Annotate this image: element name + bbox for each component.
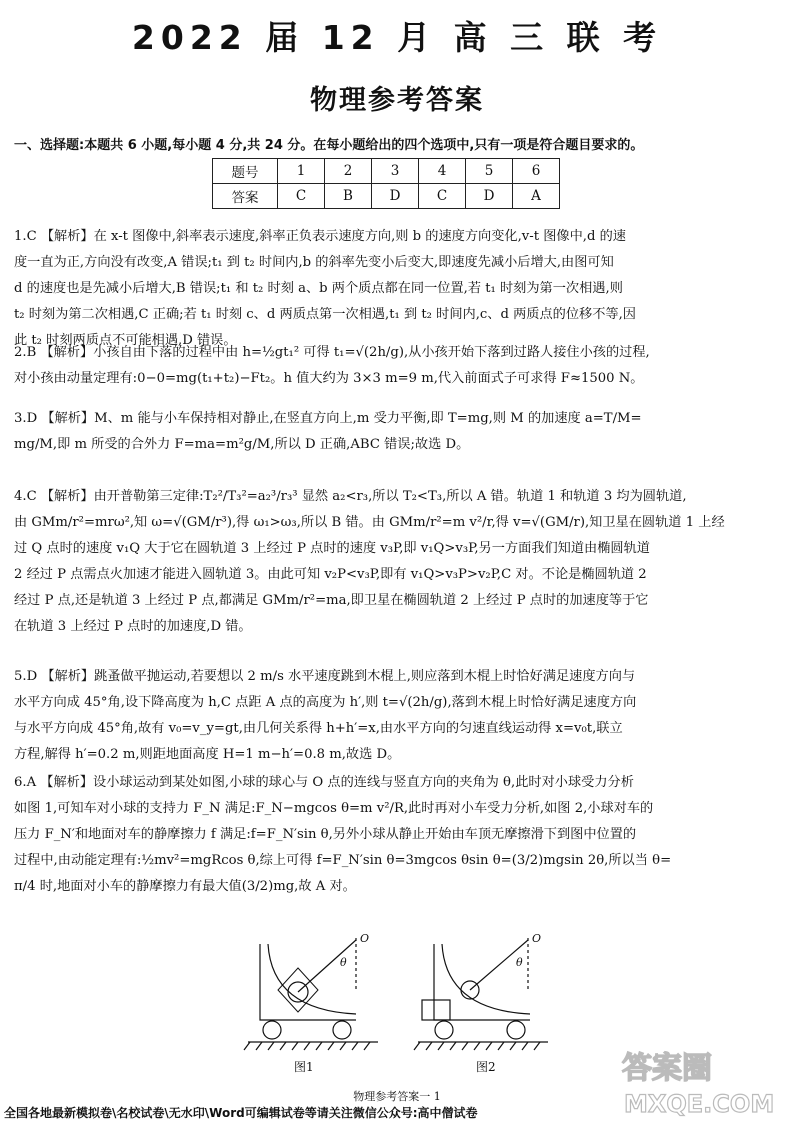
solution-line: 2.B 【解析】小孩自由下落的过程中由 h=½gt₁² 可得 t₁=√(2h/g),从小孩开始下落到过路人接住小孩的过程,: [14, 345, 650, 360]
section-heading: 一、选择题:本题共 6 小题,每小题 4 分,共 24 分。在每小题给出的四个选项中,只有一项是符合题目要求的。: [14, 138, 644, 153]
curved-track: [442, 944, 530, 1014]
ground-hatch: [414, 1042, 540, 1050]
logo-url: MXQE.COM: [624, 1090, 775, 1118]
answer-table-cell: 2: [325, 159, 372, 184]
watermark-logo: [612, 1040, 782, 1120]
answer-table-number-row: [213, 159, 560, 184]
angle-label: θ: [516, 956, 523, 969]
question-1-solution: [14, 224, 778, 354]
question-2-solution: [14, 340, 778, 392]
figure-2-caption: 图2: [476, 1060, 496, 1074]
solution-line: 由 GMm/r²=mrω²,知 ω=√(GM/r³),得 ω₁>ω₃,所以 B 错。由 GMm/r²=m v²/r,得 v=√(GM/r),知卫星在圆轨道 1 上经: [14, 515, 725, 530]
answer-table-cell: 4: [419, 159, 466, 184]
answer-table-cell: B: [325, 184, 372, 209]
solution-line: 3.D 【解析】M、m 能与小车保持相对静止,在竖直方向上,m 受力平衡,即 T=mg,则 M 的加速度 a=T/M=: [14, 411, 642, 426]
solution-line: d 的速度也是先减小后增大,B 错误;t₁ 和 t₂ 时刻 a、b 两个质点都在同一位置,若 t₁ 时刻为第一次相遇,则: [14, 281, 623, 296]
solution-line: 过 Q 点时的速度 v₁Q 大于它在圆轨道 3 上经过 P 点时的速度 v₃P,即 v₁Q>v₃P,另一方面我们知道由椭圆轨道: [14, 541, 650, 556]
solution-line: 方程,解得 h′=0.2 m,则距地面高度 H=1 m−h′=0.8 m,故选 D。: [14, 747, 401, 762]
solution-line: mg/M,即 m 所受的合外力 F=ma=m²g/M,所以 D 正确,ABC 错误;故选 D。: [14, 437, 470, 452]
cart-wheel: [507, 1021, 525, 1039]
question-6-solution: [14, 770, 778, 900]
answer-table-cell: 1: [278, 159, 325, 184]
answer-table-cell: A: [513, 184, 560, 209]
solution-line: 6.A 【解析】设小球运动到某处如图,小球的球心与 O 点的连线与竖直方向的夹角为 θ,此时对小球受力分析: [14, 775, 634, 790]
footer-notice: 全国各地最新模拟卷\名校试卷\无水印\Word可编辑试卷等请关注微信公众号:高中僧试卷: [4, 1106, 478, 1120]
solution-line: 经过 P 点,还是轨道 3 上经过 P 点,都满足 GMm/r²=ma,即卫星在椭圆轨道 2 上经过 P 点时的加速度等于它: [14, 593, 649, 608]
solution-line: t₂ 时刻为第二次相遇,C 正确;若 t₁ 时刻 c、d 两质点第一次相遇,t₁ 到 t₂ 时间内,c、d 两质点的位移不等,因: [14, 307, 636, 322]
answer-table-cell: 6: [513, 159, 560, 184]
cart-wheel: [263, 1021, 281, 1039]
ground-hatch: [244, 1042, 370, 1050]
solution-line: 5.D 【解析】跳蚤做平抛运动,若要想以 2 m/s 水平速度跳到木棍上,则应落到木棍上时恰好满足速度方向与: [14, 669, 636, 684]
answer-table-answer-row: [213, 184, 560, 209]
radius-line: [298, 940, 356, 992]
solution-line: 水平方向成 45°角,设下降高度为 h,C 点距 A 点的高度为 h′,则 t=√(2h/g),落到木棍上时恰好满足速度方向: [14, 695, 637, 710]
answer-table-row-label: 题号: [213, 159, 278, 184]
logo-text: 答案圈: [622, 1051, 712, 1086]
solution-line: π/4 时,地面对小车的静摩擦力有最大值(3/2)mg,故 A 对。: [14, 879, 356, 894]
question-4-solution: [14, 484, 778, 640]
answer-table-cell: D: [372, 184, 419, 209]
answer-table-cell: D: [466, 184, 513, 209]
solution-line: 与水平方向成 45°角,故有 v₀=v_y=gt,由几何关系得 h+h′=x,由水平方向的匀速直线运动得 x=v₀t,联立: [14, 721, 623, 736]
solution-line: 2 经过 P 点需点火加速才能进入圆轨道 3。由此可知 v₂P<v₃P,即有 v₁Q>v₃P>v₂P,C 对。不论是椭圆轨道 2: [14, 567, 647, 582]
question-3-solution: [14, 406, 778, 458]
solution-line: 4.C 【解析】由开普勒第三定律:T₂²/T₃²=a₂³/r₃³ 显然 a₂<r₃,所以 T₂<T₃,所以 A 错。轨道 1 和轨道 3 均为圆轨道,: [14, 489, 687, 504]
figure-1: [244, 938, 378, 1050]
cart-wheel: [333, 1021, 351, 1039]
solution-line: 此 t₂ 时刻两质点不可能相遇,D 错误。: [14, 333, 237, 348]
answer-table: [212, 158, 560, 209]
solution-line: 对小孩由动量定理有:0−0=mg(t₁+t₂)−Ft₂。h 值大约为 3×3 m=9 m,代入前面式子可求得 F≈1500 N。: [14, 371, 644, 386]
figure-2: [414, 938, 548, 1050]
solution-line: 压力 F_N′和地面对车的静摩擦力 f 满足:f=F_N′sin θ,另外小球从静止开始由车顶无摩擦滑下到图中位置的: [14, 827, 637, 842]
solution-line: 在轨道 3 上经过 P 点时的加速度,D 错。: [14, 619, 252, 634]
document-subtitle: 物理参考答案: [310, 85, 484, 116]
point-o-label: O: [360, 932, 370, 945]
answer-table-cell: 3: [372, 159, 419, 184]
page-footer: 物理参考答案一 1: [353, 1090, 441, 1103]
answer-table-cell: 5: [466, 159, 513, 184]
point-o-label: O: [532, 932, 542, 945]
solution-line: 如图 1,可知车对小球的支持力 F_N 满足:F_N−mgcos θ=m v²/R,此时再对小车受力分析,如图 2,小球对车的: [14, 801, 654, 816]
physics-figures: [238, 930, 558, 1060]
document-title: 2022 届 12 月 高 三 联 考: [131, 18, 663, 57]
answer-table-cell: C: [419, 184, 466, 209]
solution-line: 过程中,由动能定理有:½mv²=mgRcos θ,综上可得 f=F_N′sin θ=3mgcos θsin θ=(3/2)mgsin 2θ,所以当 θ=: [14, 853, 672, 868]
cart-wheel: [435, 1021, 453, 1039]
answer-table-cell: C: [278, 184, 325, 209]
answer-table-row-label: 答案: [213, 184, 278, 209]
angle-label: θ: [340, 956, 347, 969]
force-box: [422, 1000, 450, 1020]
figure-1-caption: 图1: [294, 1060, 314, 1074]
solution-line: 度一直为正,方向没有改变,A 错误;t₁ 到 t₂ 时间内,b 的斜率先变小后变大,即速度先减小后增大,由图可知: [14, 255, 614, 270]
solution-line: 1.C 【解析】在 x-t 图像中,斜率表示速度,斜率正负表示速度方向,则 b 的速度方向变化,v-t 图像中,d 的速: [14, 229, 626, 244]
question-5-solution: [14, 664, 778, 768]
